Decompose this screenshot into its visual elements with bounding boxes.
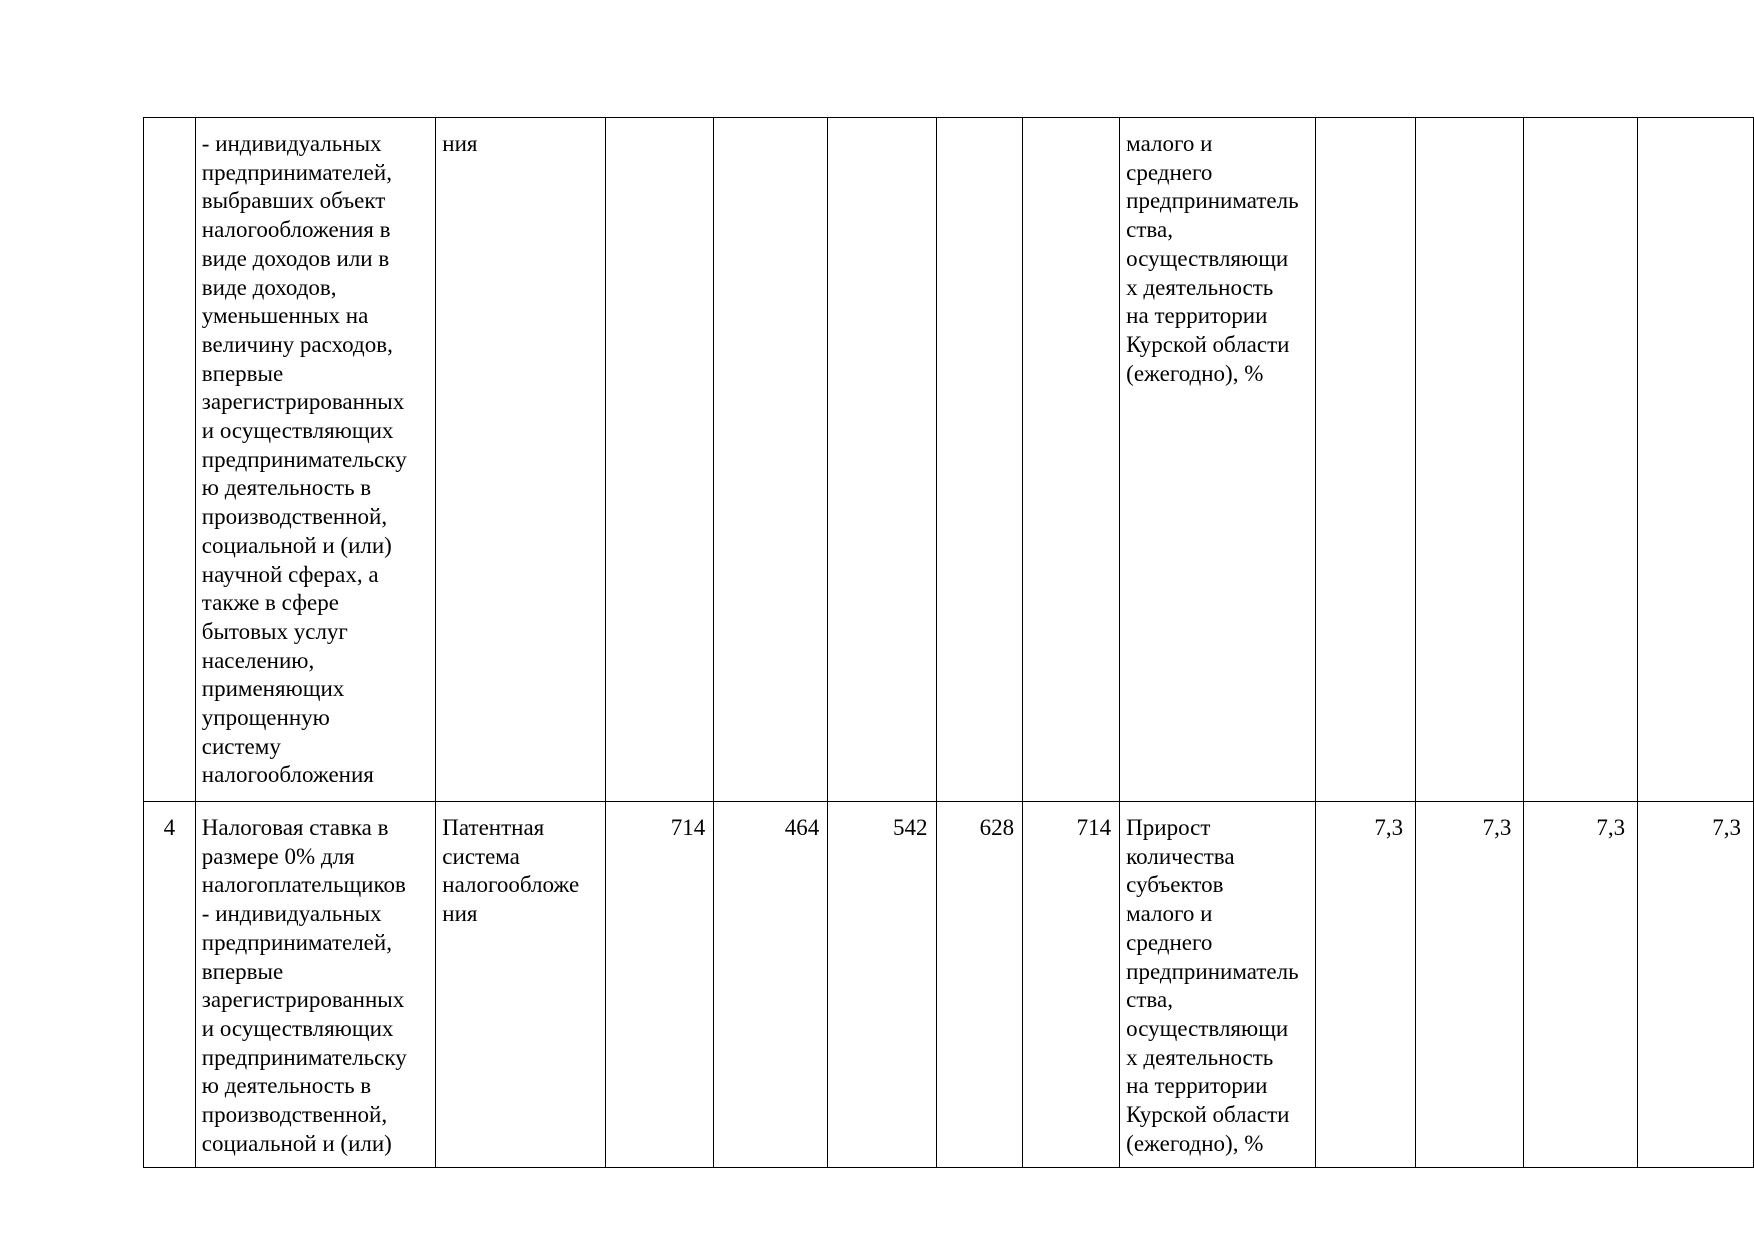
tax-system-cell: Патентная система налогообложе ния: [436, 802, 606, 1168]
indicator-cell: Прирост количества субъектов малого и среднего предприниматель ства, осуществляющи х деятельность на территории Курской области (ежегодно), %: [1120, 802, 1316, 1168]
amount-cell: 464: [714, 802, 828, 1168]
indicator-value-cell: [1524, 118, 1638, 802]
indicator-value-cell: 7,3: [1316, 802, 1416, 1168]
amount-cell: 714: [605, 802, 713, 1168]
amount-cell: [714, 118, 828, 802]
amount-cell: [936, 118, 1023, 802]
tax-benefits-table: [143, 117, 1754, 1168]
amount-cell: [1023, 118, 1120, 802]
row-number-cell: 4: [144, 802, 196, 1168]
description-cell: - индивидуальных предпринимателей, выбравших объект налогообложения в виде доходов или в виде доходов, уменьшенных на величину расходов, впервые зарегистрированных и осуществляющих предпринимательску ю деятельность в производственной, социальной и (или) научной сферах, а также в сфере бытовых услуг населению, применяющих упрощенную систему налогообложения: [195, 118, 436, 802]
tax-system-cell: ния: [436, 118, 606, 802]
indicator-value-cell: 7,3: [1524, 802, 1638, 1168]
indicator-value-cell: [1416, 118, 1524, 802]
amount-cell: 714: [1023, 802, 1120, 1168]
table-row: [144, 802, 1754, 1168]
table-row: [144, 118, 1754, 802]
row-number-cell: [144, 118, 196, 802]
indicator-value-cell: [1316, 118, 1416, 802]
indicator-value-cell: 7,3: [1638, 802, 1754, 1168]
indicator-cell: малого и среднего предприниматель ства, осуществляющи х деятельность на территории Курской области (ежегодно), %: [1120, 118, 1316, 802]
indicator-value-cell: 7,3: [1416, 802, 1524, 1168]
amount-cell: 542: [828, 802, 936, 1168]
amount-cell: [605, 118, 713, 802]
description-cell: Налоговая ставка в размере 0% для налогоплательщиков - индивидуальных предпринимателей, впервые зарегистрированных и осуществляющих предпринимательску ю деятельность в производственной, социальной и (или): [195, 802, 436, 1168]
amount-cell: 628: [936, 802, 1023, 1168]
amount-cell: [828, 118, 936, 802]
indicator-value-cell: [1638, 118, 1754, 802]
